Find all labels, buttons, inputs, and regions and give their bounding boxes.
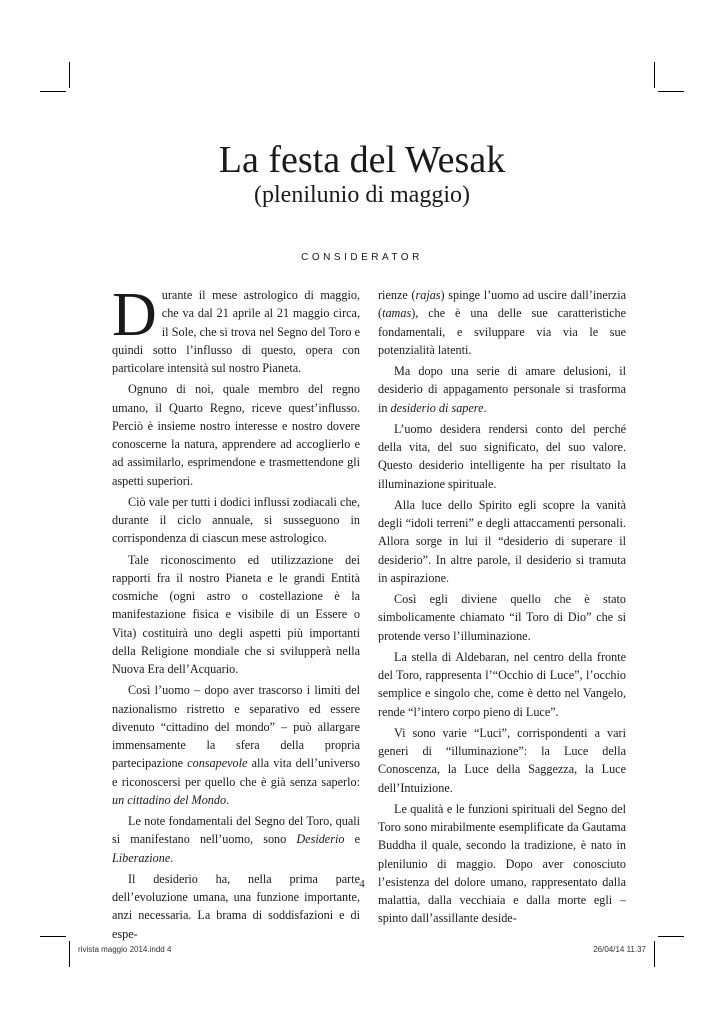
paragraph: Alla luce dello Spirito egli scopre la vanità degli “idoli terreni” e degli attaccamenti personali. Allora sorge in lui il “desiderio di superare il desiderio”. In altre parole, il desiderio si tramuta in aspirazione. bbox=[378, 497, 626, 585]
paragraph: Così egli diviene quello che è stato simbolicamente chiamato “il Toro di Dio” che si protende verso l’illuminazione. bbox=[378, 592, 626, 643]
paragraph: Ognuno di noi, quale membro del regno umano, il Quarto Regno, riceve quest’influsso. Perciò è insieme nostro interesse e nostro dovere conoscerne la natura, apprendere ad accoglierlo e ad assimilarlo, esprimendone e trasmettendone gli aspetti superiori. bbox=[112, 382, 360, 488]
crop-mark-bottom-left-horizontal bbox=[40, 936, 66, 937]
crop-mark-bottom-left-vertical bbox=[69, 941, 70, 967]
article-subtitle: (plenilunio di maggio) bbox=[254, 182, 470, 208]
paragraph: L’uomo desidera rendersi conto del perché della vita, del suo significato, del suo valore. Questo desiderio intelligente ha per risultato la illuminazione spirituale. bbox=[378, 421, 626, 491]
drop-cap: D bbox=[112, 281, 157, 349]
crop-mark-top-left-vertical bbox=[69, 62, 70, 88]
right-column bbox=[378, 286, 626, 931]
paragraph: Le note fondamentali del Segno del Toro, quali si manifestano nell’uomo, sono Desiderio e Liberazione. bbox=[112, 814, 360, 865]
crop-mark-bottom-right-vertical bbox=[654, 941, 655, 967]
slug-file-name: rivista maggio 2014.indd 4 bbox=[78, 945, 172, 954]
crop-mark-top-right-vertical bbox=[654, 62, 655, 88]
crop-mark-top-left-horizontal bbox=[40, 91, 66, 92]
paragraph: Ma dopo una serie di amare delusioni, il desiderio di appagamento personale si trasforma in desiderio di sapere. bbox=[378, 364, 626, 415]
crop-mark-bottom-right-horizontal bbox=[658, 936, 684, 937]
left-column bbox=[112, 281, 360, 946]
paragraph: La stella di Aldebaran, nel centro della fronte del Toro, rappresenta l’“Occhio di Luce”, l’occhio semplice e singolo che, come è detto nel Vangelo, rende “l’intero corpo pieno di Luce”. bbox=[378, 649, 626, 719]
paragraph: Tale riconoscimento ed utilizzazione dei rapporti fra il nostro Pianeta e le grandi Entità cosmiche (ogni astro o costellazione è la manifestazione fisica e visibile di un Essere o Vita) costituirà uno degli aspetti più importanti della Religione mondiale che si svilupperà nella Nuova Era dell’Acquario. bbox=[112, 552, 360, 676]
paragraph: Durante il mese astrologico di maggio, che va dal 21 aprile al 21 maggio circa, il Sole, che si trova nel Segno del Toro e quindi sotto l’influsso di questo, opera con particolare intensità sul nostro Pianeta. bbox=[112, 281, 360, 375]
article-title: La festa del Wesak bbox=[218, 139, 506, 181]
paragraph: Le qualità e le funzioni spirituali del Segno del Toro sono mirabilmente esemplificate da Gautama Buddha il quale, secondo la tradizione, è nato in plenilunio di maggio. Dopo aver conosciuto l’esistenza del dolore umano, rappresentato dalla malattia, dalla vecchiaia e dalla morte egli – spinto dall’assillante deside- bbox=[378, 801, 626, 926]
crop-mark-top-right-horizontal bbox=[658, 91, 684, 92]
paragraph: Il desiderio ha, nella prima parte dell’evoluzione umana, una funzione importante, anzi necessaria. La brama di soddisfazioni e di espe- bbox=[112, 871, 360, 941]
paragraph: rienze (rajas) spinge l’uomo ad uscire dall’inerzia (tamas), che è una delle sue caratteristiche fondamentali, e sviluppare via via le sue potenzialità latenti. bbox=[378, 288, 626, 357]
paragraph: Vi sono varie “Luci”, corrispondenti a vari generi di “illuminazione”: la Luce della Conoscenza, la Luce della Saggezza, la Luce dell’Intuizione. bbox=[378, 725, 626, 795]
article-author: CONSIDERATOR bbox=[301, 252, 423, 263]
paragraph: Ciò vale per tutti i dodici influssi zodiacali che, durante il ciclo annuale, si susseguono in corrispondenza di ciascun mese astrologico. bbox=[112, 494, 360, 546]
slug-date-time: 26/04/14 11.37 bbox=[593, 945, 646, 954]
page-number: 4 bbox=[359, 878, 365, 890]
paragraph: Così l’uomo – dopo aver trascorso i limiti del nazionalismo ristretto e separativo ed essere divenuto “cittadino del mondo” – può allargare immensamente la sfera della propria partecipazione consapevole alla vita dell’universo e riconoscersi per quello che è già senza saperlo: un cittadino del Mondo. bbox=[112, 683, 360, 807]
